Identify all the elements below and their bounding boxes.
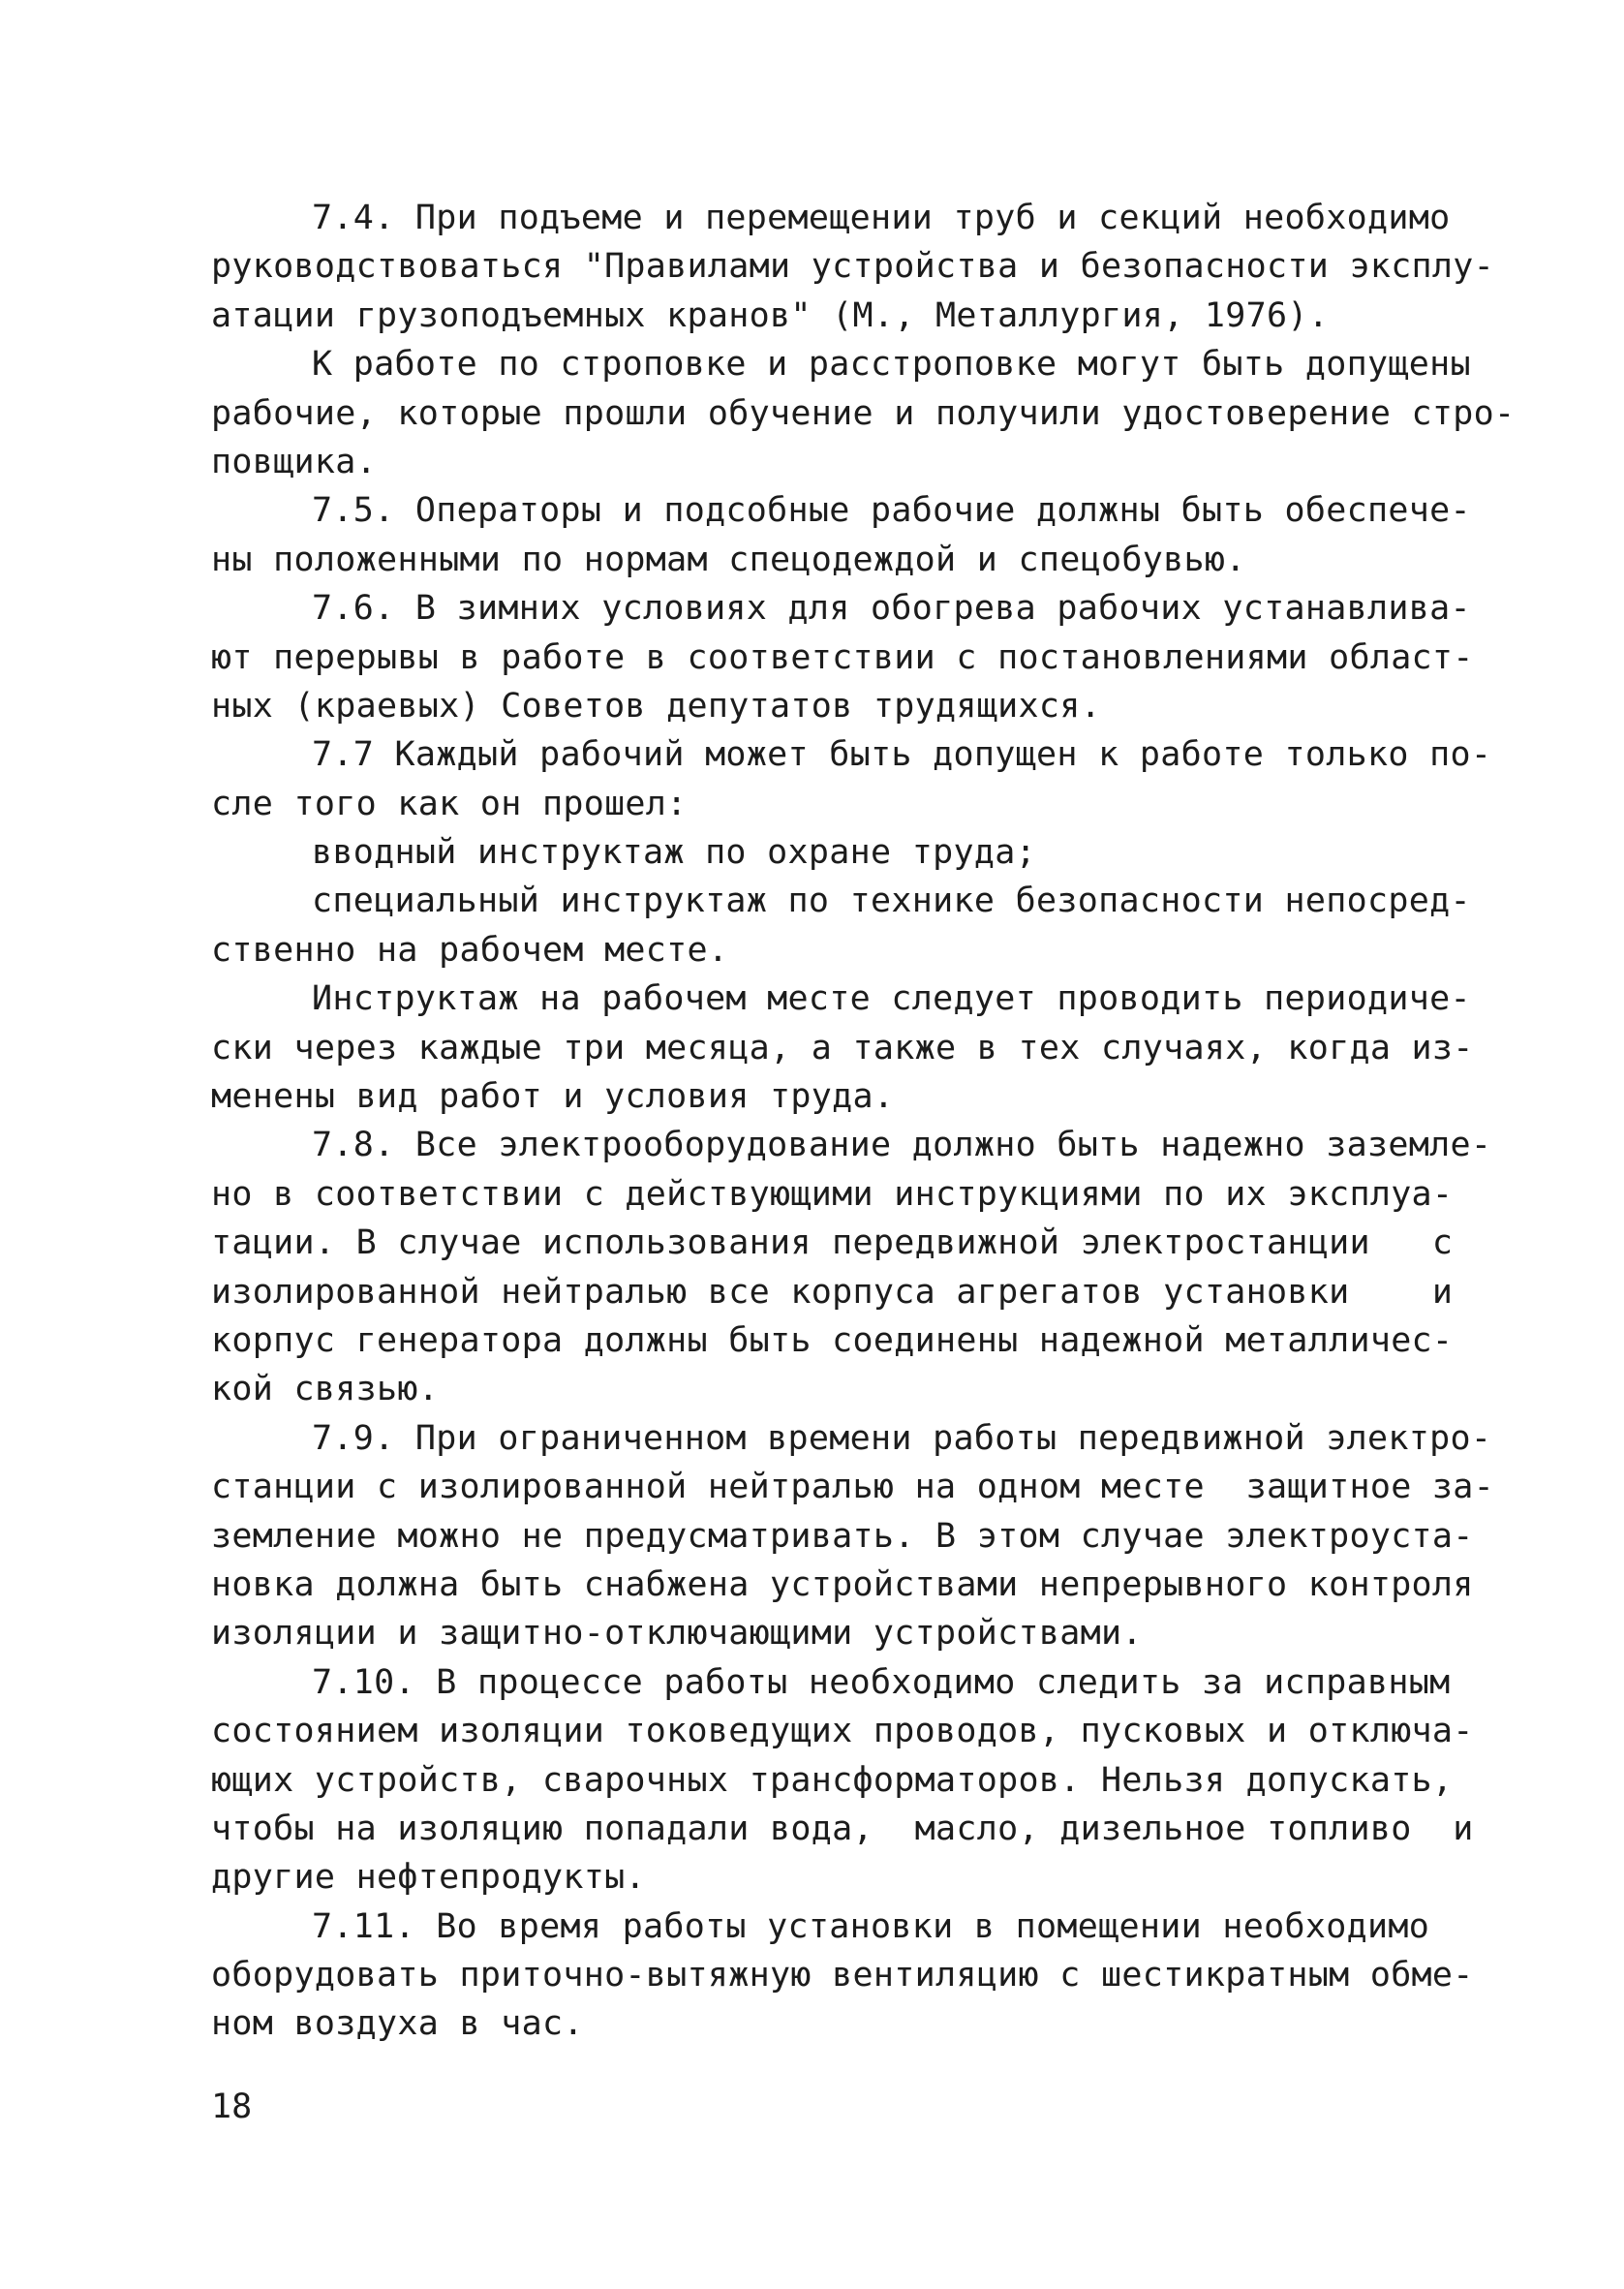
text-line: тации. В случае использования передвижной электростанции с [211,1223,1454,1263]
body-text [211,194,1516,2049]
text-line: Инструктаж на рабочем месте следует проводить периодиче- [312,979,1471,1019]
text-line: 7.8. Все электрооборудование должно быть надежно заземле- [312,1126,1492,1165]
text-line: ющих устройств, сварочных трансформаторов. Нельзя допускать, [211,1760,1454,1800]
text-line: но в соответствии с действующими инструкциями по их эксплуа- [211,1174,1454,1214]
page-number: 18 [211,2088,253,2126]
text-line: атации грузоподъемных кранов" (М., Металлургия, 1976). [211,295,1330,335]
text-line: сле того как он прошел: [211,784,688,823]
text-line: изоляции и защитно-отключающими устройствами. [211,1614,1143,1654]
text-line: 7.11. Во время работы установки в помещении необходимо [312,1906,1430,1946]
text-line: оборудовать приточно-вытяжную вентиляцию с шестикратным обме- [211,1956,1474,1995]
text-line: ном воздуха в час. [211,2004,584,2044]
text-line: корпус генератора должны быть соединены надежной металличес- [211,1320,1454,1360]
text-line: 7.9. При ограниченном времени работы передвижной электро- [312,1418,1492,1458]
text-line: ют перерывы в работе в соответствии с постановлениями област- [211,637,1474,677]
text-line: специальный инструктаж по технике безопасности непосред- [312,882,1471,921]
text-line: состоянием изоляции токоведущих проводов, пусковых и отключа- [211,1712,1474,1751]
text-line: изолированной нейтралью все корпуса агрегатов установки и [211,1272,1454,1312]
text-line: 7.6. В зимних условиях для обогрева рабочих устанавлива- [312,589,1471,629]
text-line: рабочие, которые прошли обучение и получили удостоверение стро- [211,393,1516,433]
text-line: станции с изолированной нейтралью на одном месте защитное за- [211,1468,1495,1507]
text-line: повщика. [211,442,377,481]
text-line: менены вид работ и условия труда. [211,1077,895,1117]
text-line: руководствоваться "Правилами устройства и безопасности эксплу- [211,247,1495,287]
text-line: ственно на рабочем месте. [211,930,729,970]
text-line: вводный инструктаж по охране труда; [312,833,1037,873]
text-line: земление можно не предусматривать. В этом случае электроуста- [211,1516,1474,1556]
text-line: 7.10. В процессе работы необходимо следить за исправным [312,1662,1451,1702]
text-line: чтобы на изоляцию попадали вода, масло, дизельное топливо и [211,1809,1474,1848]
text-line: 7.7 Каждый рабочий может быть допущен к работе только по- [312,735,1492,775]
text-line: 7.5. Операторы и подсобные рабочие должны быть обеспече- [312,491,1471,531]
text-line: новка должна быть снабжена устройствами непрерывного контроля [211,1564,1474,1604]
text-line: 7.4. При подъеме и перемещении труб и секций необходимо [312,199,1451,237]
text-line: К работе по строповке и расстроповке могут быть допущены [312,345,1471,385]
text-line: кой связью. [211,1370,440,1409]
text-line: другие нефтепродукты. [211,1858,646,1898]
text-line: ных (краевых) Советов депутатов трудящихся. [211,686,1101,726]
text-line: ски через каждые три месяца, а также в тех случаях, когда из- [211,1028,1474,1067]
text-line: ны положенными по нормам спецодеждой и спецобувью. [211,540,1246,579]
